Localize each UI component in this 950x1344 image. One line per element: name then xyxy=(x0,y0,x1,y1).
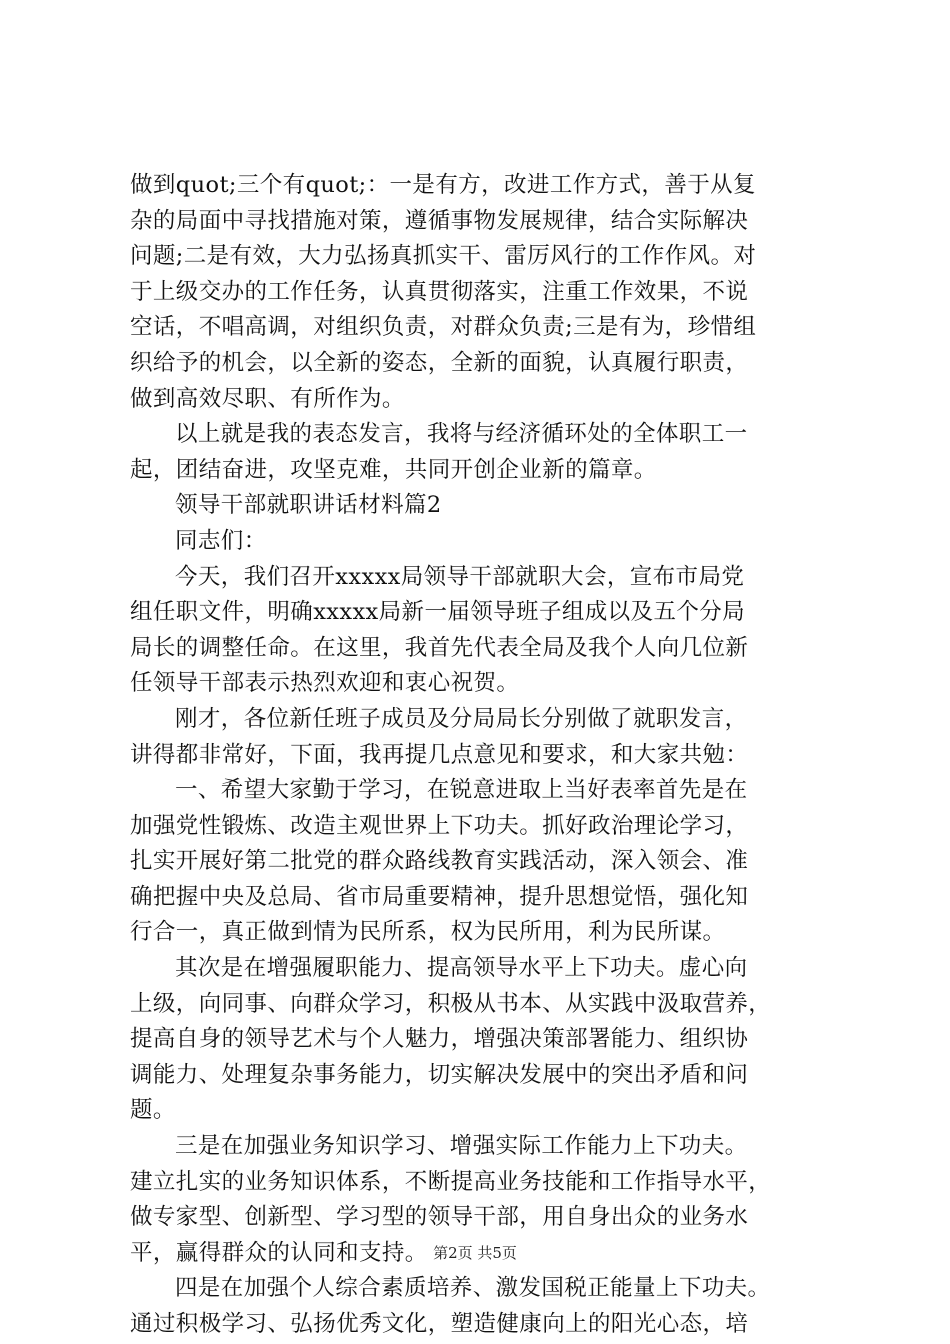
text-line: 调能力、处理复杂事务能力，切实解决发展中的突出矛盾和问 xyxy=(130,1061,749,1088)
page-footer: 第2页 共5页 xyxy=(433,1244,517,1262)
text-line: 平，赢得群众的认同和支持。 xyxy=(130,1239,428,1266)
text-line: 于上级交办的工作任务，认真贯彻落实，注重工作效果，不说 xyxy=(130,278,749,305)
text-line: 其次是在增强履职能力、提高领导水平上下功夫。虚心向 xyxy=(175,955,748,982)
text-line: 杂的局面中寻找措施对策，遵循事物发展规律，结合实际解决 xyxy=(130,207,749,234)
text-line: 做到quot;三个有quot;：一是有方，改进工作方式，善于从复 xyxy=(130,172,756,198)
text-line: 空话，不唱高调，对组织负责，对群众负责;三是有为，珍惜组 xyxy=(130,314,757,341)
text-line: 题。 xyxy=(130,1097,176,1124)
text-line: 加强党性锻炼、改造主观世界上下功夫。抓好政治理论学习， xyxy=(130,812,749,839)
text-line: 确把握中央及总局、省市局重要精神，提升思想觉悟，强化知 xyxy=(130,883,749,910)
text-line: 刚才，各位新任班子成员及分局局长分别做了就职发言， xyxy=(175,705,748,732)
text-line: 四是在加强个人综合素质培养、激发国税正能量上下功夫。 xyxy=(175,1275,771,1302)
text-line: 三是在加强业务知识学习、增强实际工作能力上下功夫。 xyxy=(175,1133,748,1160)
text-line: 同志们： xyxy=(175,527,267,554)
text-line: 问题;二是有效，大力弘扬真抓实干、雷厉风行的工作作风。对 xyxy=(130,243,757,270)
text-line: 领导干部就职讲话材料篇2 xyxy=(175,492,442,519)
document-body xyxy=(130,168,830,1343)
text-line: 起，团结奋进，攻坚克难，共同开创企业新的篇章。 xyxy=(130,456,657,483)
text-line: 行合一，真正做到情为民所系，权为民所用，利为民所谋。 xyxy=(130,919,726,946)
text-line: 以上就是我的表态发言，我将与经济循环处的全体职工一 xyxy=(175,421,748,448)
text-line: 讲得都非常好，下面，我再提几点意见和要求，和大家共勉： xyxy=(130,741,749,768)
text-line: 通过积极学习、弘扬优秀文化，塑造健康向上的阳光心态，培 xyxy=(130,1311,749,1337)
text-line: 今天，我们召开xxxxx局领导干部就职大会，宣布市局党 xyxy=(175,563,745,590)
text-line: 做专家型、创新型、学习型的领导干部，用自身出众的业务水 xyxy=(130,1204,749,1231)
text-line: 织给予的机会，以全新的姿态，全新的面貌，认真履行职责， xyxy=(130,349,749,376)
text-line: 一、希望大家勤于学习，在锐意进取上当好表率首先是在 xyxy=(175,777,748,804)
text-line: 做到高效尽职、有所作为。 xyxy=(130,385,405,412)
text-line: 建立扎实的业务知识体系，不断提高业务技能和工作指导水平， xyxy=(130,1168,772,1195)
text-line: 任领导干部表示热烈欢迎和衷心祝贺。 xyxy=(130,670,520,697)
text-line: 组任职文件，明确xxxxx局新一届领导班子组成以及五个分局 xyxy=(130,599,746,626)
text-line: 扎实开展好第二批党的群众路线教育实践活动，深入领会、准 xyxy=(130,848,749,875)
text-line: 局长的调整任命。在这里，我首先代表全局及我个人向几位新 xyxy=(130,634,749,661)
text-line: 提高自身的领导艺术与个人魅力，增强决策部署能力、组织协 xyxy=(130,1026,749,1053)
text-line: 上级，向同事、向群众学习，积极从书本、从实践中汲取营养， xyxy=(130,990,772,1017)
